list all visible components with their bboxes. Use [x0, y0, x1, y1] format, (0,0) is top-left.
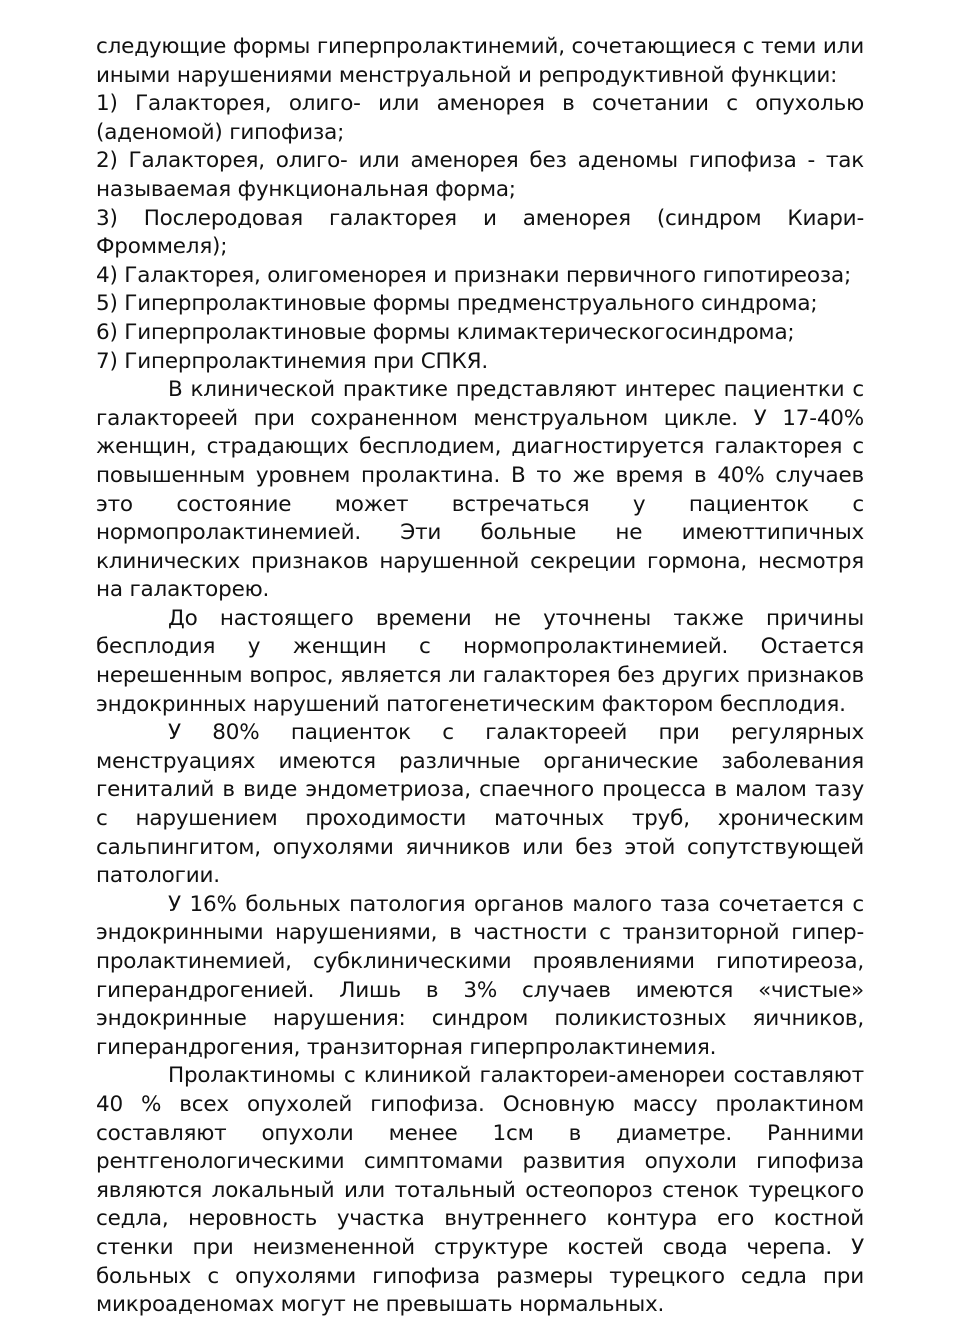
- list-item: 3) Послеродовая галакторея и аменорея (синдром Киари-Фроммеля);: [96, 205, 864, 260]
- forms-list: [96, 90, 864, 376]
- list-item: 5) Гиперпролактиновые формы предменструального синдрома;: [96, 291, 818, 317]
- paragraph-infertility-causes: До настоящего времени не уточнены также причины бесплодия у женщин с нормопролактинемией. Остается нерешенным вопрос, является ли галакторея без других признаков эндокринных нарушений патогенетическим фактором бесплодия.: [96, 605, 864, 717]
- intro-paragraph: следующие формы гиперпролактинемий, сочетающиеся с теми или иными нарушениями менструальной и репродуктивной функции:: [96, 34, 864, 88]
- list-item: 6) Гиперпролактиновые формы климактерическогосиндрома;: [96, 319, 795, 345]
- paragraph-pelvic-pathology: У 16% больных патология органов малого таза сочетается с эндокринными нарушениями, в частности с транзиторной гипер-пролактинемией, субклиническими проявлениями гипотиреоза, гиперандрогенией. Лишь в 3% случаев имеются «чистые» эндокринные нарушения: синдром поликистозных яичников, гиперандрогения, транзиторная гиперпролактинемия.: [96, 891, 864, 1060]
- list-item: 2) Галакторея, олиго- или аменорея без аденомы гипофиза - так называемая функциональная форма;: [96, 148, 864, 202]
- paragraph-prolactinomas: Пролактиномы с клиникой галактореи-аменореи составляют 40 % всех опухолей гипофиза. Основную массу пролактином составляют опухоли менее 1см в диаметре. Ранними рентгенологическими симптомами развития опухоли гипофиза являются локальный или тотальный остеопороз стенок турецкого седла, неровность участка внутреннего контура его костной стенки при неизмененной структуре костей свода черепа. У больных с опухолями гипофиза размеры турецкого седла при микроаденомах могут не превышать нормальных.: [96, 1063, 864, 1318]
- list-item: 1) Галакторея, олиго- или аменорея в сочетании с опухолью (аденомой) гипофиза;: [96, 91, 864, 145]
- paragraph-clinical-practice: В клинической практике представляют интерес пациентки с галактореей при сохраненном менструальном цикле. У 17-40% женщин, страдающих бесплодием, диагностируется галакторея с повышенным уровнем пролактина. В то же время в 40% случаев это состояние может встречаться у пациенток с нормопролактинемией. Эти больные не имеюттипичных клинических признаков нарушенной секреции гормона, несмотря на галакторею.: [96, 377, 864, 603]
- list-item: 4) Галакторея, олигоменорея и признаки первичного гипотиреоза;: [96, 262, 852, 288]
- list-item: 7) Гиперпролактинемия при СПКЯ.: [96, 348, 488, 374]
- paragraph-organic-diseases: У 80% пациенток с галактореей при регулярных менструациях имеются различные органические заболевания гениталий в виде эндометриоза, спаечного процесса в малом тазу с нарушением проходимости маточных труб, хроническим сальпингитом, опухолями яичников или без этой сопутствующей патологии.: [96, 720, 864, 889]
- document-page: [96, 33, 864, 1320]
